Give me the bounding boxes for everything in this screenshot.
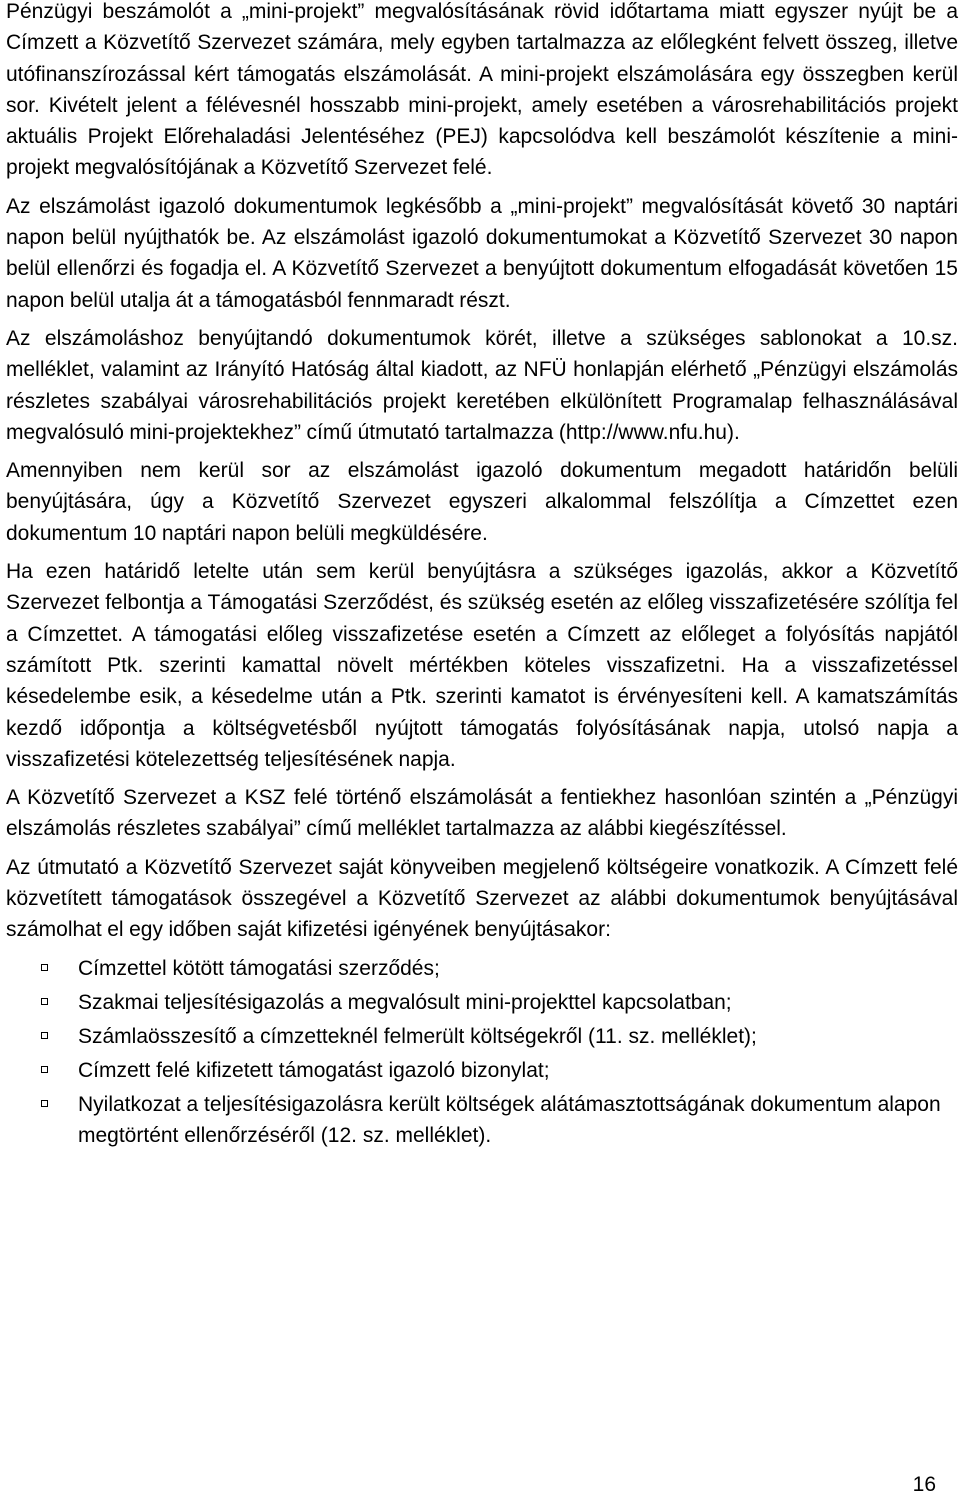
- page-number: 16: [912, 1473, 936, 1496]
- paragraph-financial-report: Pénzügyi beszámolót a „mini-projekt” megvalósításának rövid időtartama miatt egyszer nyújt be a Címzett a Közvetítő Szervezet számára, mely egyben tartalmazza az előlegként felvett összeg, illetve utófinanszírozással kért támogatás elszámolását. A mini-projekt elszámolására egy összegben kerül sor. Kivételt jelent a félévesnél hosszabb mini-projekt, amely esetében a városrehabilitációs projekt aktuális Projekt Előrehaladási Jelentéséhez (PEJ) kapcsolódva kell beszámolót készítenie a mini-projekt megvalósítójának a Közvetítő Szervezet felé.: [6, 0, 958, 180]
- list-item-text: Számlaösszesítő a címzetteknél felmerült költségekről (11. sz. melléklet);: [78, 1024, 757, 1048]
- paragraph-guide-scope: Az útmutató a Közvetítő Szervezet saját könyveiben megjelenő költségeire vonatkozik. A Címzett felé közvetített támogatások összegével a Közvetítő Szervezet az alábbi dokumentumok benyújtásával számolhat el egy időben saját kifizetési igényének benyújtásakor:: [6, 855, 958, 942]
- document-list: [6, 953, 958, 1151]
- square-bullet-icon: [41, 964, 48, 971]
- list-item-text: Címzettel kötött támogatási szerződés;: [78, 956, 440, 980]
- list-item: [6, 953, 958, 984]
- list-item: [6, 987, 958, 1018]
- square-bullet-icon: [41, 998, 48, 1005]
- paragraph-required-documents: Az elszámoláshoz benyújtandó dokumentumok körét, illetve a szükséges sablonokat a 10.sz. melléklet, valamint az Irányító Hatóság által kiadott, az NFÜ honlapján elérhető „Pénzügyi elszámolás részletes szabályai városrehabilitációs projekt keretében elkülönített Programalap felhasználásával megvalósuló mini-projektekhez” című útmutató tartalmazza (http://www.nfu.hu).: [6, 326, 958, 444]
- list-item: [6, 1055, 958, 1086]
- list-item: [6, 1089, 958, 1151]
- paragraph-ksz-settlement: A Közvetítő Szervezet a KSZ felé történő elszámolását a fentiekhez hasonlóan szintén a „Pénzügyi elszámolás részletes szabályai” című melléklet tartalmazza az alábbi kiegészítéssel.: [6, 786, 958, 841]
- square-bullet-icon: [41, 1066, 48, 1073]
- square-bullet-icon: [41, 1100, 48, 1107]
- document-body: [6, 0, 958, 1154]
- list-item-text: Címzett felé kifizetett támogatást igazoló bizonylat;: [78, 1058, 550, 1082]
- paragraph-missing-documents: Amennyiben nem kerül sor az elszámolást igazoló dokumentum megadott határidőn belüli benyújtására, úgy a Közvetítő Szervezet egyszeri alkalommal felszólítja a Címzettet ezen dokumentum 10 naptári napon belüli megküldésére.: [6, 459, 958, 545]
- paragraph-settlement-deadline: Az elszámolást igazoló dokumentumok legkésőbb a „mini-projekt” megvalósítását követő 30 naptári napon belül nyújthatók be. Az elszámolást igazoló dokumentumokat a Közvetítő Szervezet 30 napon belül ellenőrzi és fogadja el. A Közvetítő Szervezet a benyújtott dokumentum elfogadását követően 15 napon belül utalja át a támogatásból fennmaradt részt.: [6, 194, 958, 312]
- list-item: [6, 1021, 958, 1052]
- square-bullet-icon: [41, 1032, 48, 1039]
- paragraph-repayment: Ha ezen határidő letelte után sem kerül benyújtásra a szükséges igazolás, akkor a Közvetítő Szervezet felbontja a Támogatási Szerződést, és szükség esetén az előleg visszafizetésére szólítja fel a Címzettet. A támogatási előleg visszafizetése esetén a Címzett az előleget a folyósítás napjától számított Ptk. szerinti kamattal növelt mértékben köteles visszafizetni. Ha a visszafizetéssel késedelembe esik, a késedelme után a Ptk. szerinti kamatot is érvényesíteni kell. A kamatszámítás kezdő időpontja a költségvetésből nyújtott támogatás folyósításának napja, utolsó napja a visszafizetési kötelezettség teljesítésének napja.: [6, 560, 958, 771]
- list-item-text: Nyilatkozat a teljesítésigazolásra került költségek alátámasztottságának dokumentum alapon megtörtént ellenőrzéséről (12. sz. melléklet).: [78, 1092, 941, 1147]
- list-item-text: Szakmai teljesítésigazolás a megvalósult mini-projekttel kapcsolatban;: [78, 990, 732, 1014]
